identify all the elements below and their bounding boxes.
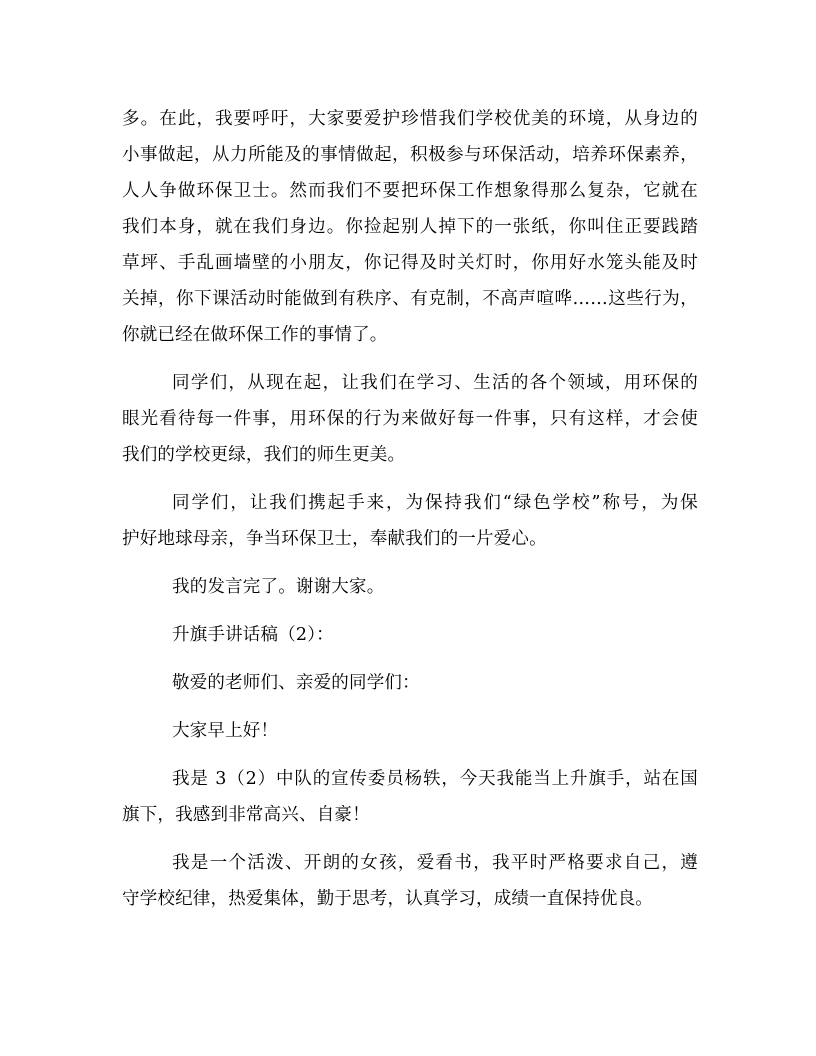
text-line: 多。在此，我要呼吁，大家要爱护珍惜我们学校优美的环境，从身边的: [122, 109, 698, 129]
text-line: 关掉，你下课活动时能做到有秩序、有克制，不高声喧哗……这些行为，: [122, 289, 698, 309]
paragraph-speech-end: [122, 569, 698, 605]
text-line: 升旗手讲话稿（2）：: [172, 625, 334, 645]
text-line: 人人争做环保卫士。然而我们不要把环保工作想象得那么复杂，它就在: [122, 181, 698, 201]
text-line: 旗下，我感到非常高兴、自豪！: [122, 805, 370, 825]
paragraph-environment-appeal: [122, 101, 698, 353]
text-line: 大家早上好！: [172, 721, 279, 741]
paragraph-introduction: [122, 761, 698, 833]
text-line: 你就已经在做环保工作的事情了。: [122, 325, 388, 345]
text-line: 我们的学校更绿，我们的师生更美。: [122, 445, 406, 465]
salutation: [122, 665, 698, 701]
text-line: 我是一个活泼、开朗的女孩，爱看书，我平时严格要求自己，遵: [172, 853, 698, 873]
text-line: 我们本身，就在我们身边。你捡起别人掉下的一张纸，你叫住正要践踏: [122, 217, 698, 237]
paragraph-self-description: [122, 845, 698, 917]
text-line: 我是 3（2）中队的宣传委员杨轶，今天我能当上升旗手，站在国: [172, 769, 698, 789]
text-line: 敬爱的老师们、亲爱的同学们：: [172, 673, 420, 693]
text-line: 小事做起，从力所能及的事情做起，积极参与环保活动，培养环保素养，: [122, 145, 698, 165]
document-body: [122, 101, 698, 917]
text-line: 同学们，从现在起，让我们在学习、生活的各个领域，用环保的: [172, 373, 698, 393]
text-line: 护好地球母亲，争当环保卫士，奉献我们的一片爱心。: [122, 529, 547, 549]
text-line: 同学们，让我们携起手来，为保持我们“绿色学校”称号，为保: [172, 493, 698, 513]
text-line: 守学校纪律，热爱集体，勤于思考，认真学习，成绩一直保持优良。: [122, 889, 653, 909]
text-line: 草坪、手乱画墙壁的小朋友，你记得及时关灯时，你用好水笼头能及时: [122, 253, 698, 273]
text-line: 眼光看待每一件事，用环保的行为来做好每一件事，只有这样，才会使: [122, 409, 698, 429]
paragraph-from-now-on: [122, 365, 698, 473]
section-heading: [122, 617, 698, 653]
paragraph-join-hands: [122, 485, 698, 557]
greeting: [122, 713, 698, 749]
text-line: 我的发言完了。谢谢大家。: [172, 577, 385, 597]
